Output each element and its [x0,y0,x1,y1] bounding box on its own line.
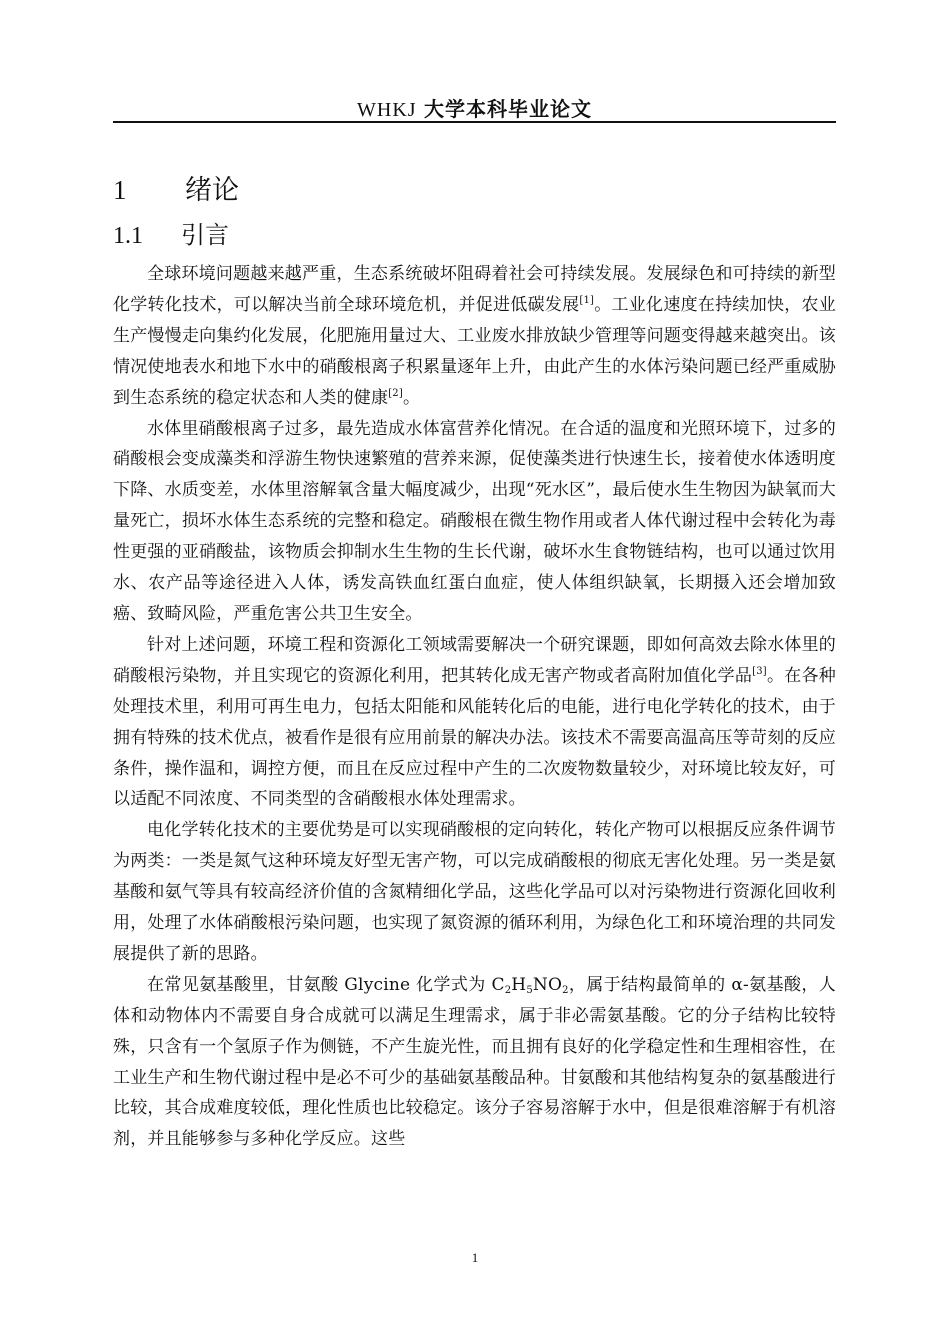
paragraph-text: 。工业化速度在持续加快，农业生产慢慢走向集约化发展，化肥施用量过大、工业废水排放缺少管理等问题变得越来越突出。该情况使地表水和地下水中的硝酸根离子积累量逐年上升，由此产生的水体污染问题已经严重威胁到生态系统的稳定状态和人类的健康 [113,294,836,408]
section-number: 1.1 [113,223,143,249]
page-number: 1 [471,1250,479,1265]
header-rule [113,121,836,123]
paragraph-text: ，属于结构最简单的 α-氨基酸，人体和动物体内不需要自身合成就可以满足生理需求，属于非必需氨基酸。它的分子结构比较特殊，只含有一个氢原子作为侧链，不产生旋光性，而且拥有良好的化学稳定性和生理相容性，在工业生产和生物代谢过程中是必不可少的基础氨基酸品种。甘氨酸和其他结构复杂的氨基酸进行比较，其合成难度较低，理化性质也比较稳定。该分子容易溶解于水中，但是很难溶解于有机溶剂，并且能够参与多种化学反应。这些 [113,974,837,1150]
paragraph-text: H [511,974,527,995]
chapter-heading [113,172,239,208]
citation-2: [2] [388,387,403,399]
citation-3: [3] [752,665,767,677]
paragraph-text: 。 [402,387,421,408]
paragraph-1 [113,259,836,414]
paragraph-text: NO [532,974,563,995]
body-text [113,259,836,1155]
paragraph-text: 在常见氨基酸里，甘氨酸 Glycine 化学式为 C [147,974,505,995]
section-heading [113,219,229,251]
citation-1: [1] [579,294,595,306]
page-header [113,93,836,121]
paragraph-2: 水体里硝酸根离子过多，最先造成水体富营养化情况。在合适的温度和光照环境下，过多的硝酸根会变成藻类和浮游生物快速繁殖的营养来源，促使藻类进行快速生长，接着使水体透明度下降、水质变差，水体里溶解氧含量大幅度减少，出现“死水区”，最后使水生生物因为缺氧而大量死亡，损坏水体生态系统的完整和稳定。硝酸根在微生物作用或者人体代谢过程中会转化为毒性更强的亚硝酸盐，该物质会抑制水生生物的生长代谢，破坏水生食物链结构，也可以通过饮用水、农产品等途径进入人体，诱发高铁血红蛋白血症，使人体组织缺氧，长期摄入还会增加致癌、致畸风险，严重危害公共卫生安全。 [113,418,836,624]
subscript: 5 [526,984,533,996]
subscript: 2 [504,984,512,996]
chapter-number: 1 [113,175,127,205]
header-title: 大学本科毕业论文 [423,97,592,121]
paragraph-5 [113,970,836,1155]
section-title: 引言 [181,221,229,249]
header-school-code: WHKJ [357,99,417,121]
subscript: 2 [562,984,569,996]
paragraph-4: 电化学转化技术的主要优势是可以实现硝酸根的定向转化，转化产物可以根据反应条件调节为两类：一类是氮气这种环境友好型无害产物，可以完成硝酸根的彻底无害化处理。另一类是氨基酸和氨气等具有较高经济价值的含氮精细化学品，这些化学品可以对污染物进行资源化回收利用，处理了水体硝酸根污染问题，也实现了氮资源的循环利用，为绿色化工和环境治理的共同发展提供了新的思路。 [113,820,836,964]
chapter-title: 绪论 [185,175,239,206]
paragraph-text: 全球环境问题越来越严重，生态系统破坏阻碍着社会可持续发展。发展绿色和可持续的新型化学转化技术，可以解决当前全球环境危机，并促进低碳发展 [113,264,836,315]
paragraph-3 [113,630,836,815]
paragraph-text: 针对上述问题，环境工程和资源化工领域需要解决一个研究课题，即如何高效去除水体里的硝酸根污染物，并且实现它的资源化利用，把其转化成无害产物或者高附加值化学品 [113,634,836,686]
paragraph-text: 。在各种处理技术里，利用可再生电力，包括太阳能和风能转化后的电能，进行电化学转化的技术，由于拥有特殊的技术优点，被看作是很有应用前景的解决办法。该技术不需要高温高压等苛刻的反应条件，操作温和，调控方便，而且在反应过程中产生的二次废物数量较少，对环境比较友好，可以适配不同浓度、不同类型的含硝酸根水体处理需求。 [113,665,836,810]
